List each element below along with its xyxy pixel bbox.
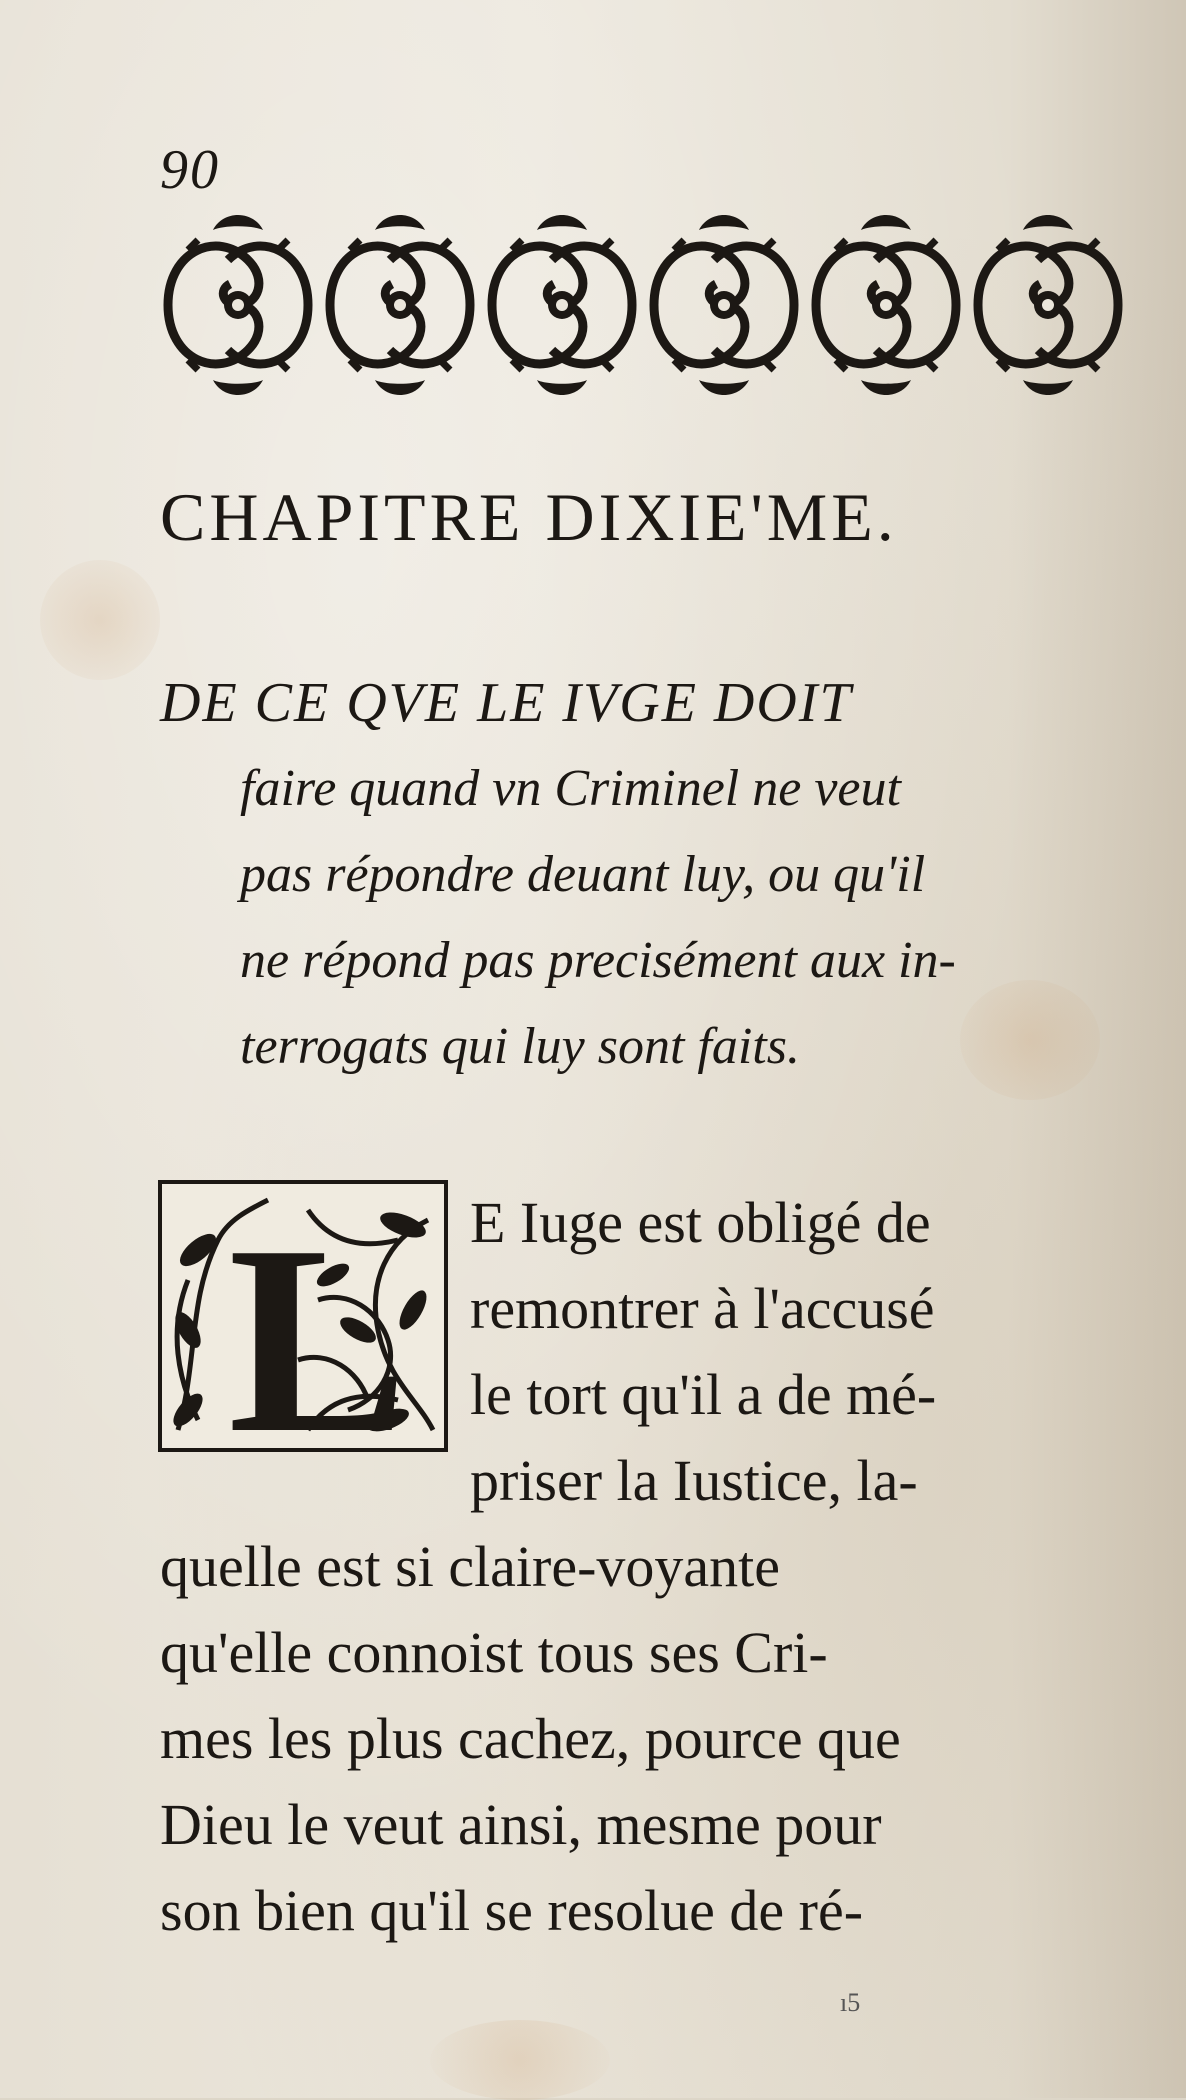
- foxing-stain: [40, 560, 160, 680]
- body-line: E Iuge est obligé de: [470, 1190, 931, 1255]
- printers-ornament-band: [158, 210, 1126, 400]
- body-text: [160, 1180, 1100, 1954]
- body-line: mes les plus cachez, pource que: [160, 1706, 901, 1771]
- summary-line: faire quand vn Criminel ne veut: [240, 760, 901, 817]
- body-line: Dieu le veut ainsi, mesme pour: [160, 1792, 882, 1857]
- summary-line: terrogats qui luy sont faits.: [240, 1018, 800, 1075]
- summary-line: ne répond pas precisément aux in-: [240, 932, 956, 989]
- body-line: priser la Iustice, la-: [470, 1448, 918, 1513]
- summary-caps-line: DE CE QVE LE IVGE DOIT: [160, 672, 853, 734]
- body-line: son bien qu'il se resolue de ré-: [160, 1878, 864, 1943]
- body-line: remontrer à l'accusé: [470, 1276, 935, 1341]
- chapter-summary: [160, 660, 1100, 1090]
- summary-line: pas répondre deuant luy, ou qu'il: [240, 846, 926, 903]
- foxing-stain: [430, 2020, 610, 2100]
- body-line: quelle est si claire-voyante: [160, 1534, 781, 1599]
- chapter-title: CHAPITRE DIXIE'ME.: [160, 479, 898, 555]
- body-line: le tort qu'il a de mé-: [470, 1362, 937, 1427]
- dropcap-letter: L: [228, 1190, 409, 1452]
- body-line: qu'elle connoist tous ses Cri-: [160, 1620, 828, 1685]
- signature-mark: ı5: [840, 1988, 861, 2017]
- page-number: 90: [160, 139, 220, 201]
